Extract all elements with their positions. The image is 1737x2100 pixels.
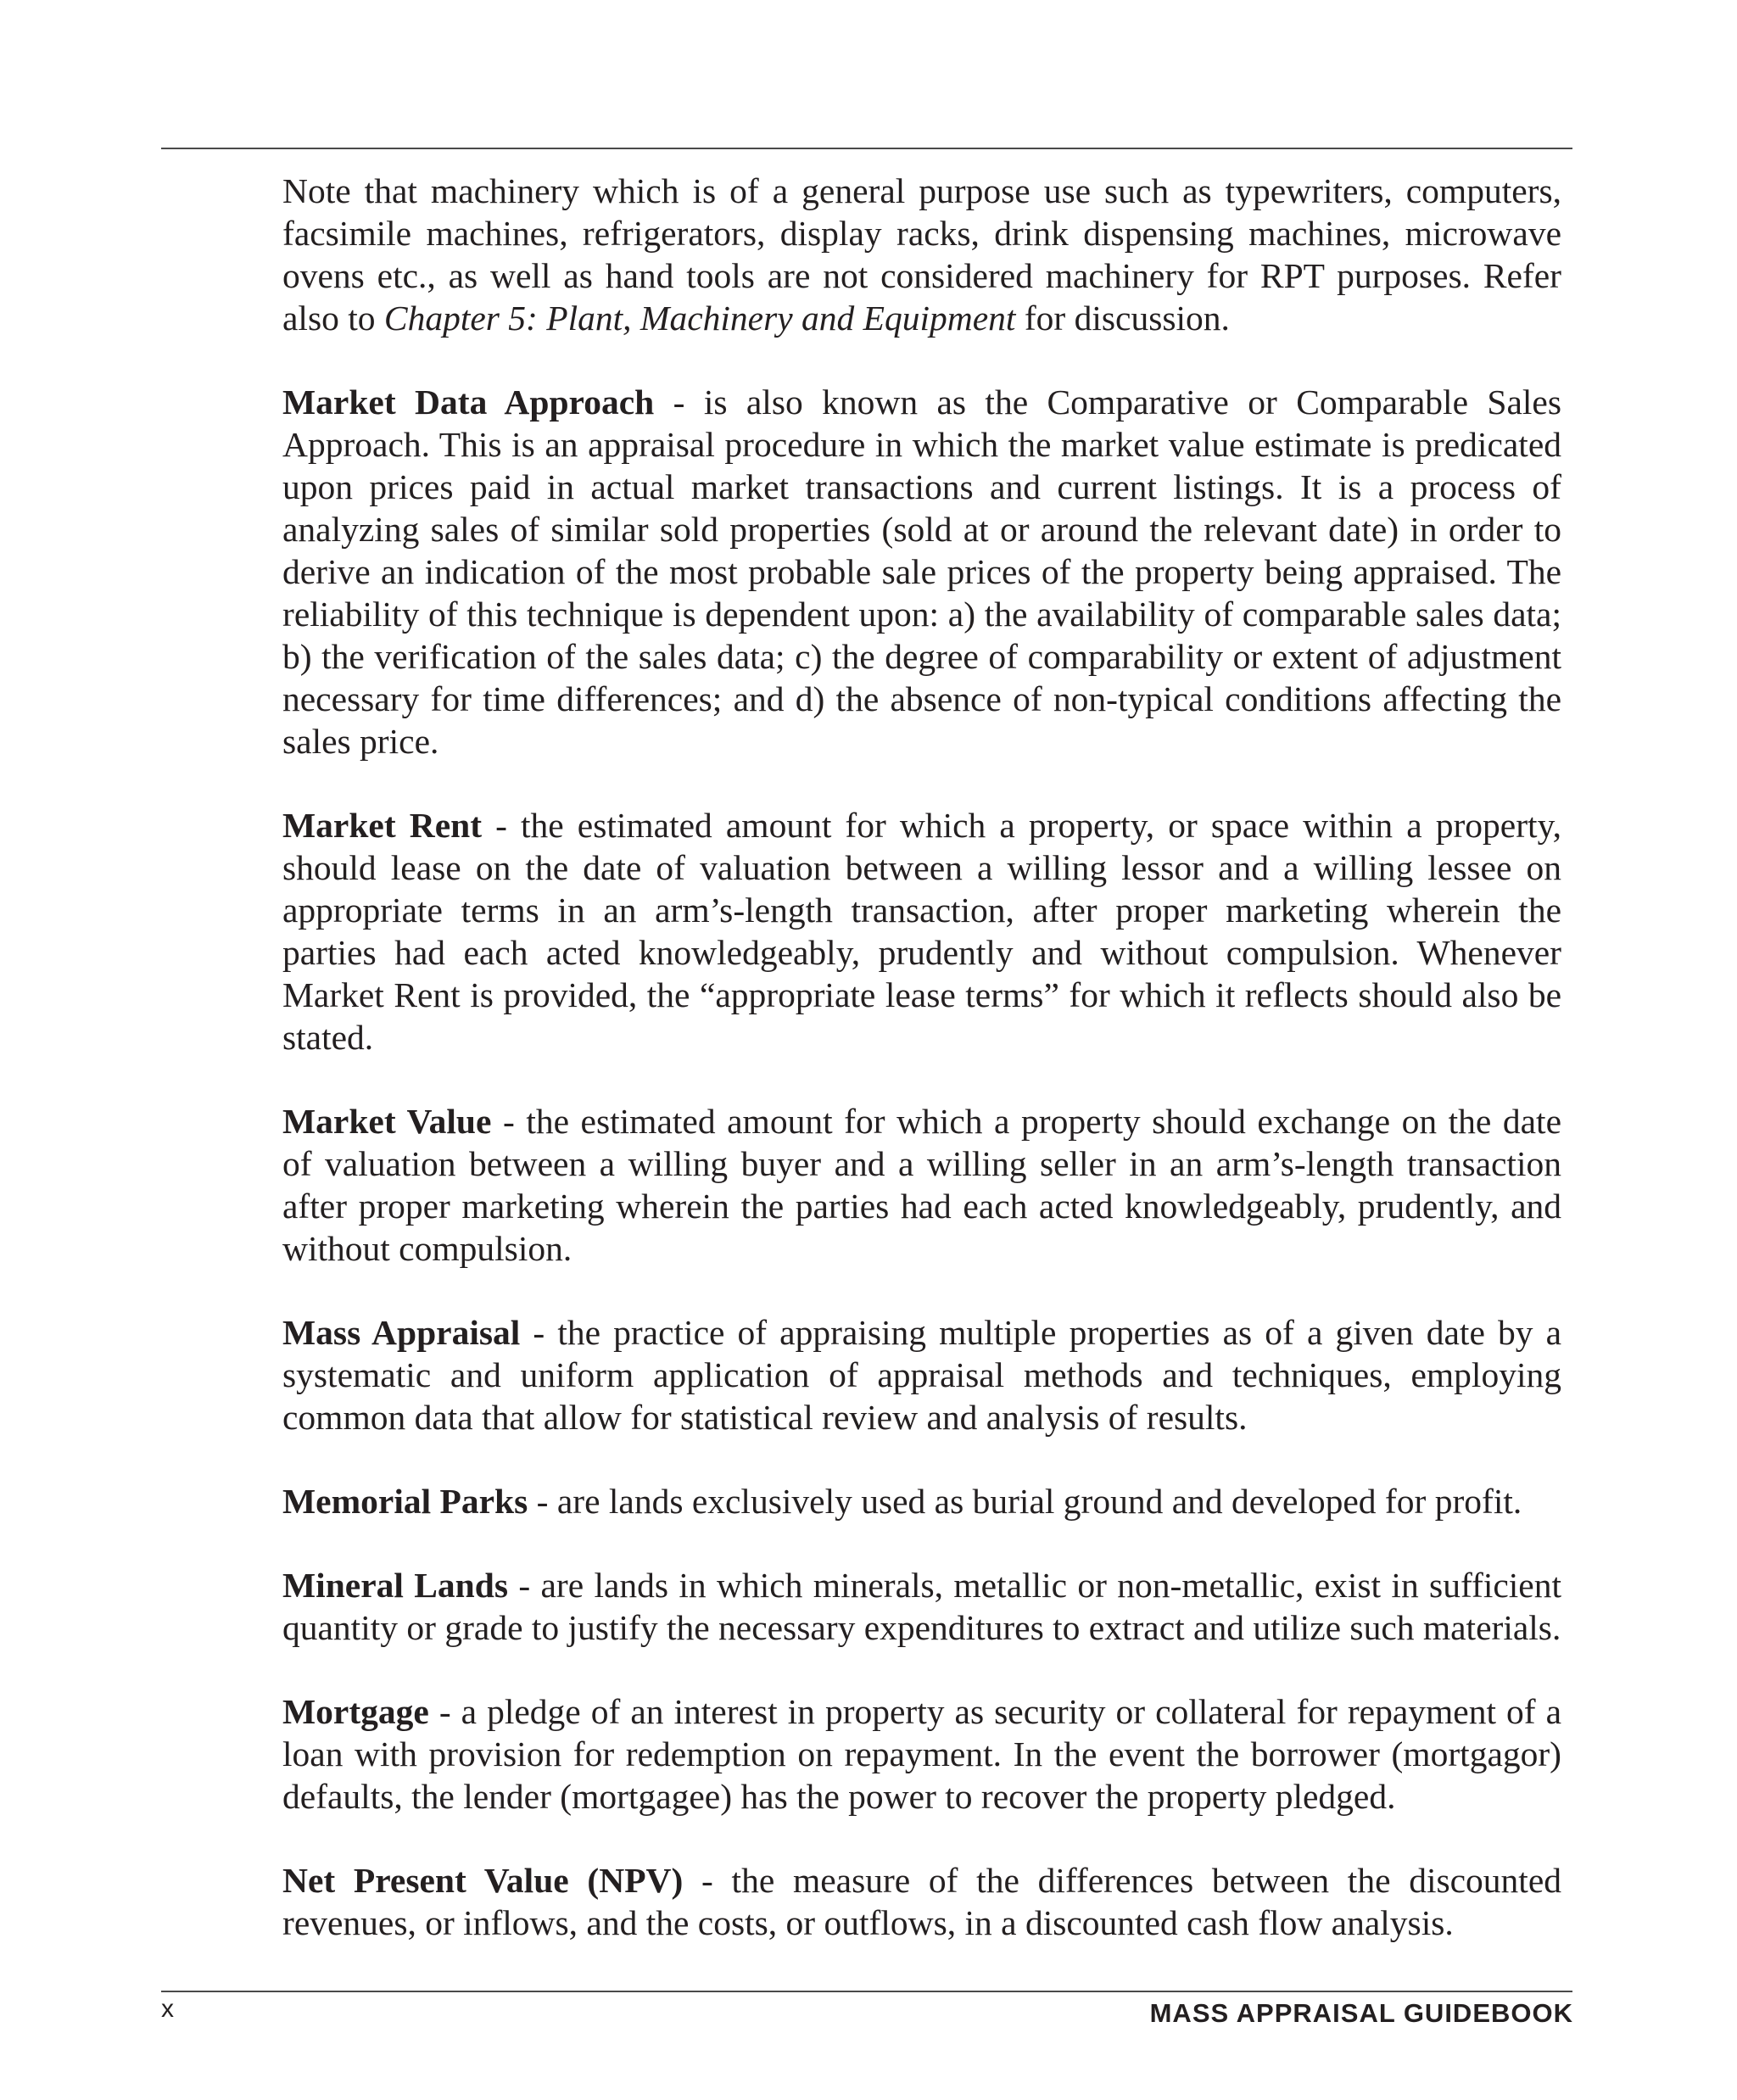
glossary-entry [282, 804, 1561, 1058]
glossary-body [282, 170, 1561, 1986]
footer-rule [161, 1991, 1572, 1992]
glossary-term: Market Value [282, 1102, 492, 1141]
glossary-definition: - are lands in which minerals, metallic or non-metallic, exist in sufficient quantity or grade to justify the necessary expenditures to extract and utilize such materials. [282, 1566, 1562, 1647]
glossary-definition: - the estimated amount for which a property, or space within a property, should lease on the date of valuation between a willing lessor and a willing lessee on appropriate terms in an arm’s-length transaction, after proper marketing wherein the parties had each acted knowledgeably, prudently and without compulsion. Whenever Market Rent is provided, the “appropriate lease terms” for which it reflects should also be stated. [282, 806, 1561, 1057]
chapter-reference: Chapter 5: Plant, Machinery and Equipment [383, 299, 1016, 338]
glossary-definition: - is also known as the Comparative or Comparable Sales Approach. This is an appraisal procedure in which the market value estimate is predicated upon prices paid in actual market transactions and current listings. It is a process of analyzing sales of similar sold properties (sold at or around the relevant date) in order to derive an indication of the most probable sale prices of the property being appraised. The reliability of this technique is dependent upon: a) the availability of comparable sales data; b) the verification of the sales data; c) the degree of comparability or extent of adjustment necessary for time differences; and d) the absence of non-typical conditions affecting the sales price. [282, 383, 1561, 761]
glossary-term: Mortgage [282, 1692, 429, 1731]
glossary-entry [282, 1480, 1561, 1522]
glossary-term: Mass Appraisal [282, 1313, 521, 1352]
intro-text: Note that machinery which is of a general purpose use such as typewriters, computers, facsimile machines, refrigerators, display racks, drink dispensing machines, microwave ovens etc., as well as hand tools are not considered machinery for RPT purposes. Refer also to [282, 171, 1561, 338]
glossary-definition: - are lands exclusively used as burial ground and developed for profit. [528, 1482, 1522, 1521]
glossary-entry [282, 1859, 1561, 1944]
intro-tail: for discussion. [1015, 299, 1230, 338]
glossary-term: Mineral Lands [282, 1566, 508, 1605]
glossary-term: Net Present Value (NPV) [282, 1861, 684, 1900]
glossary-entry [282, 1100, 1561, 1270]
page-number: x [161, 1995, 174, 2023]
glossary-definition: - the estimated amount for which a property should exchange on the date of valuation between a willing buyer and a willing seller in an arm’s-length transaction after proper marketing wherein the parties had each acted knowledgeably, prudently, and without compulsion. [282, 1102, 1561, 1268]
intro-paragraph [282, 170, 1561, 339]
glossary-definition: - a pledge of an interest in property as security or collateral for repayment of a loan with provision for redemption on repayment. In the event the borrower (mortgagor) defaults, the lender (mortgagee) has the power to recover the property pledged. [282, 1692, 1561, 1816]
glossary-term: Market Rent [282, 806, 483, 845]
glossary-definition: - the measure of the differences between the discounted revenues, or inflows, and the costs, or outflows, in a discounted cash flow analysis. [282, 1861, 1561, 1942]
glossary-entry [282, 1564, 1561, 1649]
glossary-entry [282, 381, 1561, 762]
running-title: MASS APPRAISAL GUIDEBOOK [1149, 1998, 1573, 2028]
glossary-entry [282, 1690, 1561, 1818]
glossary-term: Market Data Approach [282, 383, 655, 422]
glossary-entry [282, 1311, 1561, 1438]
glossary-term: Memorial Parks [282, 1482, 528, 1521]
glossary-definition: - the practice of appraising multiple properties as of a given date by a systematic and uniform application of appraisal methods and techniques, employing common data that allow for statistical review and analysis of results. [282, 1313, 1561, 1437]
header-rule [161, 148, 1572, 149]
